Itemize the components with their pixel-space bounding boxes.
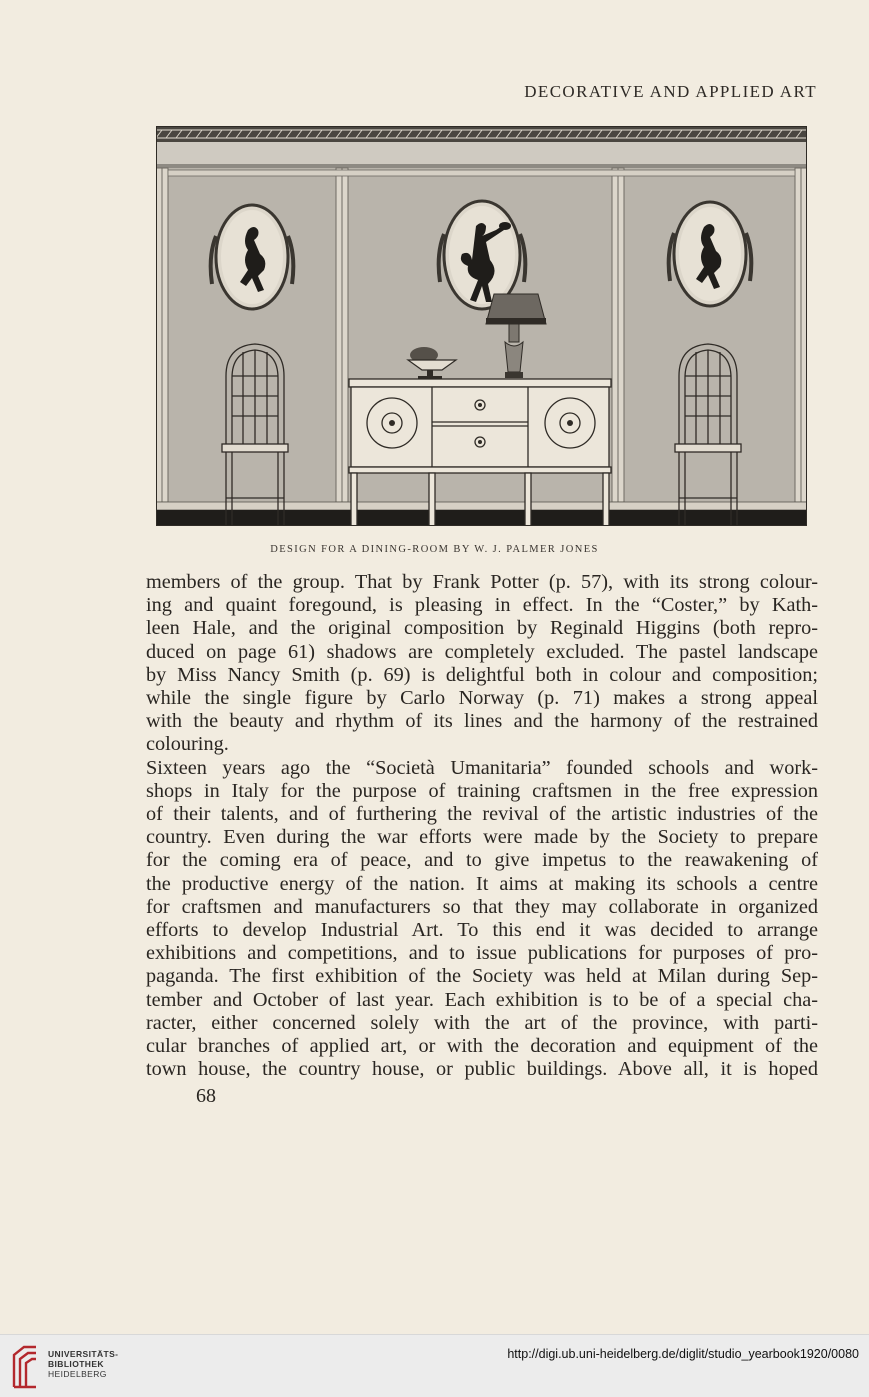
library-name-line: BIBLIOTHEK bbox=[48, 1359, 104, 1369]
library-logo-icon bbox=[10, 1343, 40, 1389]
text-line: efforts to develop Industrial Art. To this end it was decided to arrange bbox=[146, 919, 818, 942]
text-line: colouring. bbox=[146, 733, 229, 756]
digitization-footer bbox=[0, 1334, 869, 1397]
text-line: racter, either concerned solely with the art of the province, with parti- bbox=[146, 1011, 818, 1034]
text-line: ing and quaint foregound, is pleasing in effect. In the “Coster,” by Kath- bbox=[146, 594, 818, 617]
text-line: exhibitions and competitions, and to issue publications for purposes of pro- bbox=[146, 942, 818, 965]
plate-caption: DESIGN FOR A DINING-ROOM BY W. J. PALMER JONES bbox=[270, 544, 599, 555]
text-line: the productive energy of the nation. It aims at making its schools a centre bbox=[146, 872, 818, 895]
body-text bbox=[146, 571, 818, 1081]
text-line: Sixteen years ago the “Società Umanitaria” founded schools and work- bbox=[146, 756, 818, 779]
text-line: of their talents, and of furthering the revival of the artistic industries of the bbox=[146, 803, 818, 826]
text-line: with the beauty and rhythm of its lines and the harmony of the restrained bbox=[146, 710, 818, 733]
text-line: paganda. The first exhibition of the Society was held at Milan during Sep- bbox=[146, 965, 818, 988]
library-name bbox=[48, 1349, 118, 1379]
library-name-line: HEIDELBERG bbox=[48, 1369, 107, 1379]
text-line: for the coming era of peace, and to give impetus to the reawakening of bbox=[146, 849, 818, 872]
library-name-line: UNIVERSITÄTS- bbox=[48, 1349, 119, 1359]
text-line: duced on page 61) shadows are completely excluded. The pastel landscape bbox=[146, 640, 818, 663]
text-line: while the single figure by Carlo Norway (p. 71) makes a strong appeal bbox=[146, 687, 818, 710]
page-number: 68 bbox=[196, 1085, 216, 1107]
text-line: tember and October of last year. Each exhibition is to be of a special cha- bbox=[146, 988, 818, 1011]
dining-room-illustration bbox=[156, 126, 807, 526]
source-url-link[interactable]: http://digi.ub.uni-heidelberg.de/diglit/studio_yearbook1920/0080 bbox=[507, 1347, 859, 1361]
text-line: by Miss Nancy Smith (p. 69) is delightful both in colour and composition; bbox=[146, 663, 818, 686]
text-line: shops in Italy for the purpose of training craftsmen in the free expression bbox=[146, 779, 818, 802]
text-line: country. Even during the war efforts were made by the Society to prepare bbox=[146, 826, 818, 849]
text-line: for craftsmen and manufacturers so that they may collaborate in organized bbox=[146, 895, 818, 918]
text-line: town house, the country house, or public buildings. Above all, it is hoped bbox=[146, 1058, 818, 1081]
text-line: cular branches of applied art, or with the decoration and equipment of the bbox=[146, 1035, 818, 1058]
text-line: leen Hale, and the original composition by Reginald Higgins (both repro- bbox=[146, 617, 818, 640]
text-line: members of the group. That by Frank Potter (p. 57), with its strong colour- bbox=[146, 571, 818, 593]
running-head: DECORATIVE AND APPLIED ART bbox=[524, 82, 817, 101]
